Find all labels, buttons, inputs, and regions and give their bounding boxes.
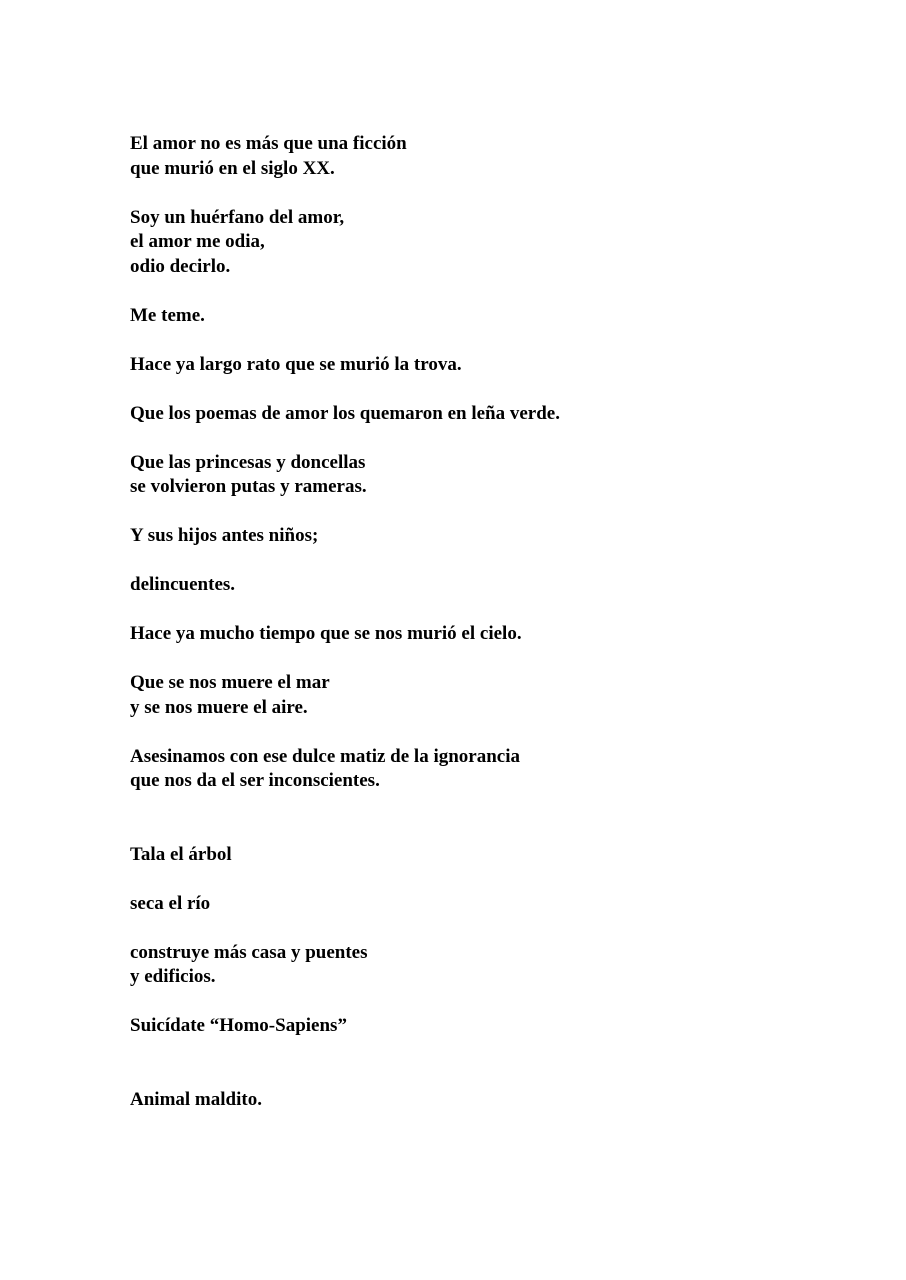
- poem-body: [130, 132, 830, 1137]
- poem-line: odio decirlo.: [130, 255, 231, 277]
- stanza-16: [130, 1088, 830, 1113]
- poem-line: que nos da el ser inconscientes.: [130, 770, 380, 791]
- poem-line: y edificios.: [130, 966, 216, 987]
- poem-line: se volvieron putas y rameras.: [130, 476, 367, 497]
- poem-line: el amor me odia,: [130, 231, 265, 252]
- stanza-6: [130, 451, 830, 500]
- poem-line: seca el río: [130, 892, 211, 914]
- stanza-3: [130, 304, 830, 329]
- stanza-5: [130, 402, 830, 427]
- poem-line: Asesinamos con ese dulce matiz de la ignorancia: [130, 745, 521, 767]
- stanza-4: [130, 353, 830, 378]
- poem-line: Me teme.: [130, 304, 205, 326]
- poem-line: El amor no es más que una ficción: [130, 133, 407, 154]
- poem-line: y se nos muere el aire.: [130, 696, 308, 718]
- poem-line: construye más casa y puentes: [130, 941, 368, 963]
- poem-line: Soy un huérfano del amor,: [130, 206, 345, 228]
- stanza-11: [130, 745, 830, 794]
- poem-line: Que las princesas y doncellas: [130, 451, 366, 473]
- poem-line: Suicídate “Homo-Sapiens”: [130, 1015, 347, 1036]
- stanza-1: [130, 132, 830, 181]
- stanza-8: [130, 573, 830, 598]
- stanza-9: [130, 622, 830, 647]
- stanza-7: [130, 524, 830, 549]
- poem-line: Y sus hijos antes niños;: [130, 525, 319, 546]
- poem-line: que murió en el siglo XX.: [130, 157, 335, 179]
- poem-line: Tala el árbol: [130, 843, 232, 865]
- poem-line: Hace ya largo rato que se murió la trova.: [130, 353, 462, 375]
- stanza-13: [130, 892, 830, 917]
- poem-line: Que se nos muere el mar: [130, 672, 330, 693]
- poem-line: Animal maldito.: [130, 1088, 262, 1110]
- stanza-14: [130, 941, 830, 990]
- stanza-2: [130, 206, 830, 280]
- stanza-12: [130, 843, 830, 868]
- poem-line: Hace ya mucho tiempo que se nos murió el cielo.: [130, 623, 522, 644]
- poem-line: delincuentes.: [130, 574, 236, 595]
- stanza-15: [130, 1014, 830, 1039]
- poem-line: Que los poemas de amor los quemaron en leña verde.: [130, 402, 560, 424]
- stanza-10: [130, 671, 830, 720]
